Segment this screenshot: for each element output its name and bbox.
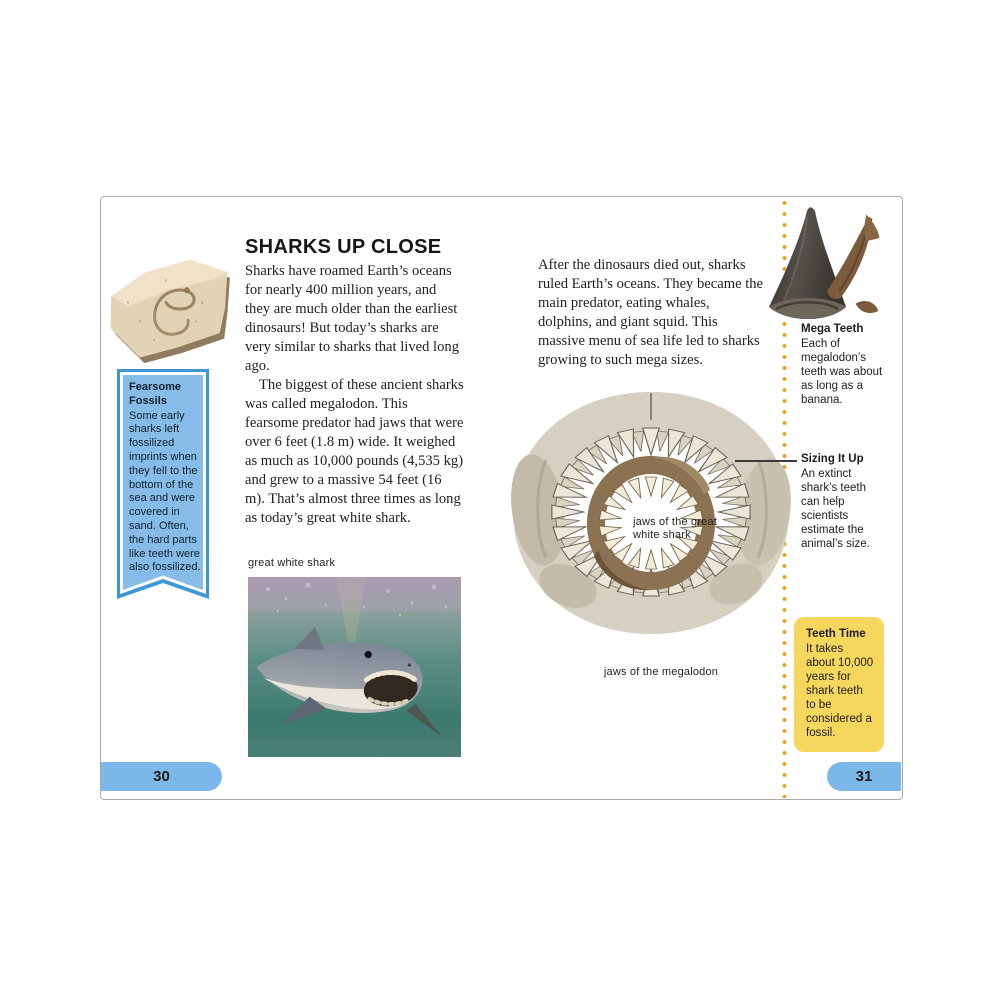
- mega-teeth-body: Each of megalodon’s teeth was about as long as a banana.: [801, 338, 883, 406]
- megalodon-teeth-photo: [766, 203, 888, 331]
- left-text-column: [245, 262, 464, 528]
- teeth-time-note: [794, 617, 884, 752]
- paragraph-3: After the dinosaurs died out, sharks ruled Earth’s oceans. They became the main predator, eating whales, dolphins, and giant squid. This massive menu of sea life led to sharks growing to such mega sizes.: [538, 257, 764, 368]
- page-title: SHARKS UP CLOSE: [245, 236, 442, 258]
- sizing-it-up-note: [801, 452, 887, 551]
- page-number-left: 30: [101, 762, 222, 791]
- teeth-time-title: Teeth Time: [806, 628, 866, 640]
- fearsome-fossils-body: Some early sharks left fossilized imprints when they fell to the bottom of the sea and were covered in sand. Often, the hard parts like teeth were also fossilized.: [129, 409, 201, 574]
- sizing-leader-line: [735, 460, 797, 462]
- page-number-right: 31: [827, 762, 901, 791]
- fearsome-fossils-title: Fearsome Fossils: [129, 381, 181, 407]
- jaws-caption: jaws of the megalodon: [603, 666, 719, 678]
- sizing-it-up-title: Sizing It Up: [801, 453, 864, 465]
- great-white-shark-photo: [248, 577, 461, 757]
- right-text-column: [538, 256, 767, 370]
- mega-teeth-title: Mega Teeth: [801, 323, 864, 335]
- fearsome-fossils-note: [129, 381, 205, 575]
- paragraph-2: The biggest of these ancient sharks was called megalodon. This fearsome predator had jaws that were over 6 feet (1.8 m) wide. It weighed as much as 10,000 pounds (4,535 kg) and grew to a massive 54 feet (16 m). That’s almost three times as long as today’s great white shark.: [245, 377, 464, 526]
- jaws-inner-label: jaws of the great white shark: [633, 516, 718, 541]
- fossil-imprint-photo: [100, 258, 244, 382]
- teeth-time-body: It takes about 10,000 years for shark teeth to be considered a fossil.: [806, 643, 874, 739]
- sizing-it-up-body: An extinct shark’s teeth can help scientists estimate the animal’s size.: [801, 468, 870, 550]
- paragraph-1: Sharks have roamed Earth’s oceans for nearly 400 million years, and they are much older than the earliest dinosaurs! But today’s sharks are very similar to sharks that lived long ago.: [245, 263, 460, 374]
- shark-photo-caption: great white shark: [248, 557, 336, 569]
- mega-teeth-note: [801, 322, 887, 407]
